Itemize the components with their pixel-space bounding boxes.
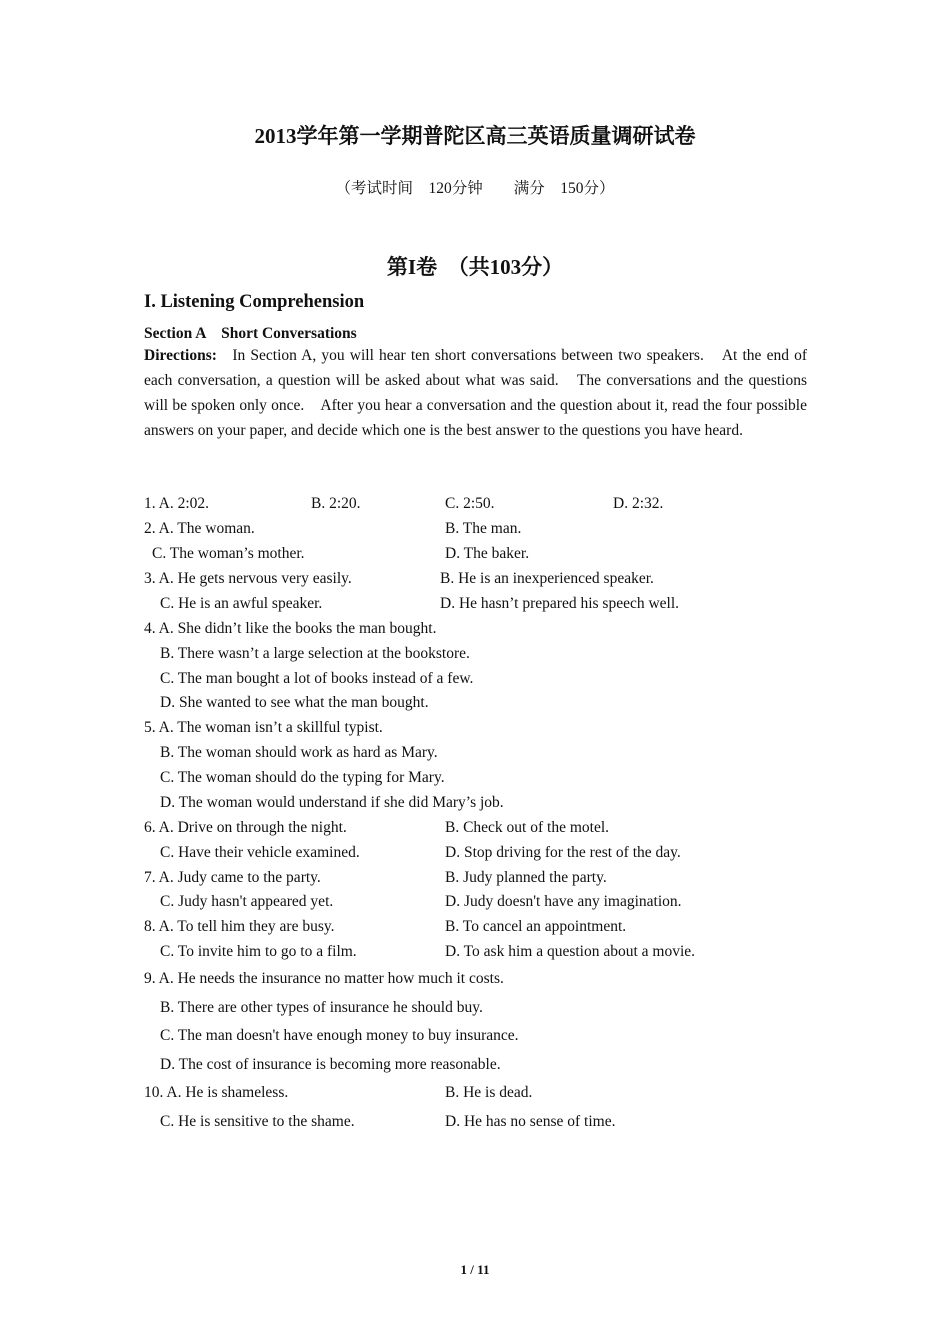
q4-option-a: 4. A. She didn’t like the books the man bought. bbox=[144, 620, 437, 637]
q6-option-d: D. Stop driving for the rest of the day. bbox=[445, 844, 681, 861]
volume-title: 第I卷 （共103分） bbox=[386, 255, 564, 279]
q4-option-b: B. There wasn’t a large selection at the bookstore. bbox=[160, 645, 470, 662]
section-title: I. Listening Comprehension bbox=[144, 292, 365, 312]
q2-option-c: C. The woman’s mother. bbox=[152, 545, 305, 562]
q9-option-c: C. The man doesn't have enough money to buy insurance. bbox=[160, 1027, 519, 1044]
q1-option-d: D. 2:32. bbox=[613, 495, 664, 512]
q7-option-d: D. Judy doesn't have any imagination. bbox=[445, 893, 682, 910]
directions-text: In Section A, you will hear ten short conversations between two speakers. At the end of each conversation, a question will be asked about what was said. The conversations and the questions will be spoken only once. After you hear a conversation and the question about it, read the four possible answers on your paper, and decide which one is the best answer to the questions you have heard. bbox=[144, 347, 807, 439]
q5-option-a: 5. A. The woman isn’t a skillful typist. bbox=[144, 719, 383, 736]
directions-label: Directions: bbox=[144, 347, 217, 364]
q10-option-d: D. He has no sense of time. bbox=[445, 1113, 616, 1130]
q10-option-a: 10. A. He is shameless. bbox=[144, 1084, 289, 1101]
q3-option-d: D. He hasn’t prepared his speech well. bbox=[440, 595, 680, 612]
q1-option-c: C. 2:50. bbox=[445, 495, 495, 512]
q6-option-b: B. Check out of the motel. bbox=[445, 819, 610, 836]
directions-paragraph bbox=[144, 343, 807, 443]
page-title: 2013学年第一学期普陀区高三英语质量调研试卷 bbox=[254, 124, 696, 148]
q7-option-c: C. Judy hasn't appeared yet. bbox=[160, 893, 334, 910]
q8-option-a: 8. A. To tell him they are busy. bbox=[144, 918, 335, 935]
subsection-title: Section A Short Conversations bbox=[144, 325, 357, 342]
q2-option-b: B. The man. bbox=[445, 520, 522, 537]
q7-option-a: 7. A. Judy came to the party. bbox=[144, 869, 321, 886]
q10-option-b: B. He is dead. bbox=[445, 1084, 533, 1101]
q1-option-a: 1. A. 2:02. bbox=[144, 495, 210, 512]
q3-option-b: B. He is an inexperienced speaker. bbox=[440, 570, 654, 587]
q6-option-a: 6. A. Drive on through the night. bbox=[144, 819, 347, 836]
q7-option-b: B. Judy planned the party. bbox=[445, 869, 607, 886]
q9-option-b: B. There are other types of insurance he should buy. bbox=[160, 999, 483, 1016]
q10-option-c: C. He is sensitive to the shame. bbox=[160, 1113, 355, 1130]
q8-option-c: C. To invite him to go to a film. bbox=[160, 943, 357, 960]
q5-option-c: C. The woman should do the typing for Mary. bbox=[160, 769, 445, 786]
page-number: 1 / 11 bbox=[460, 1262, 490, 1277]
q3-option-a: 3. A. He gets nervous very easily. bbox=[144, 570, 352, 587]
q2-option-a: 2. A. The woman. bbox=[144, 520, 255, 537]
q8-option-d: D. To ask him a question about a movie. bbox=[445, 943, 696, 960]
q5-option-b: B. The woman should work as hard as Mary. bbox=[160, 744, 438, 761]
q8-option-b: B. To cancel an appointment. bbox=[445, 918, 627, 935]
q5-option-d: D. The woman would understand if she did Mary’s job. bbox=[160, 794, 504, 811]
q6-option-c: C. Have their vehicle examined. bbox=[160, 844, 360, 861]
q1-option-b: B. 2:20. bbox=[311, 495, 361, 512]
q3-option-c: C. He is an awful speaker. bbox=[160, 595, 323, 612]
q4-option-d: D. She wanted to see what the man bought. bbox=[160, 694, 429, 711]
q9-option-a: 9. A. He needs the insurance no matter how much it costs. bbox=[144, 970, 504, 987]
q9-option-d: D. The cost of insurance is becoming more reasonable. bbox=[160, 1056, 501, 1073]
exam-info: （考试时间 120分钟 满分 150分） bbox=[335, 180, 615, 197]
q4-option-c: C. The man bought a lot of books instead of a few. bbox=[160, 670, 474, 687]
q2-option-d: D. The baker. bbox=[445, 545, 530, 562]
